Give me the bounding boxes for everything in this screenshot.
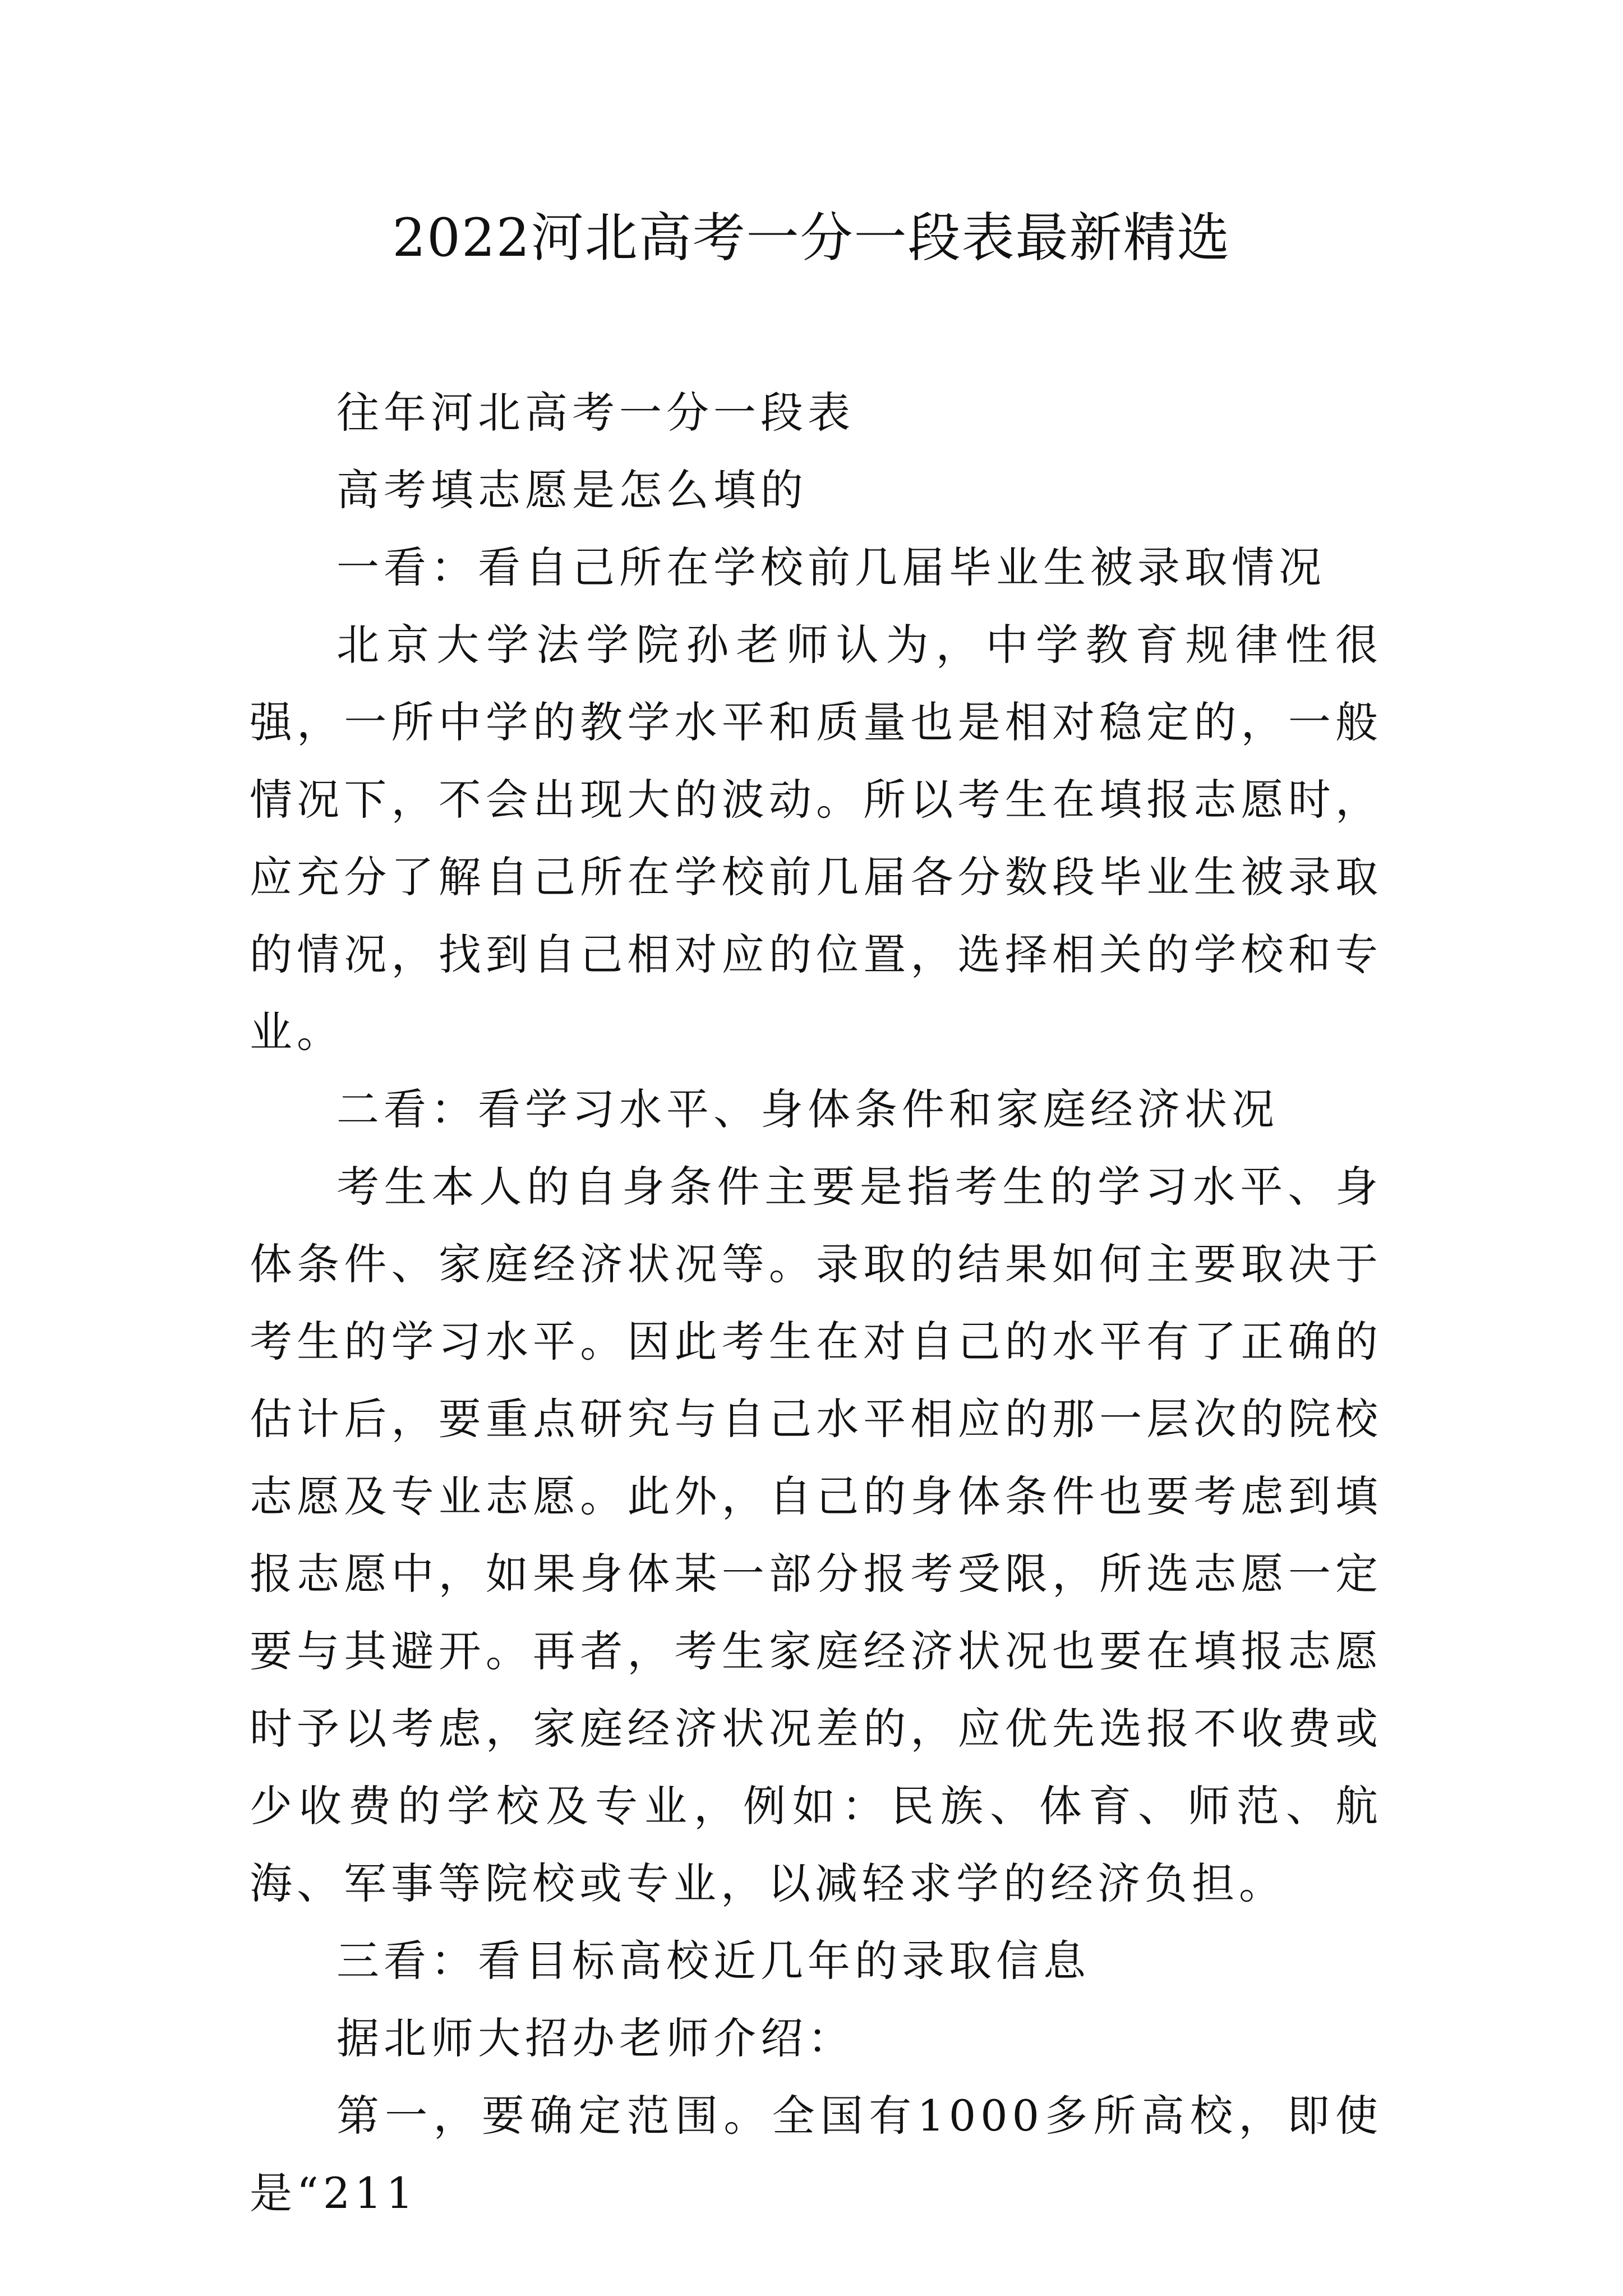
paragraph-bnu-intro: 据北师大招办老师介绍： xyxy=(336,2013,855,2063)
document-body xyxy=(250,374,1382,2232)
paragraph-second-look-body: 考生本人的自身条件主要是指考生的学习水平、身体条件、家庭经济状况等。录取的结果如何主要取决于考生的学习水平。因此考生在对自己的水平有了正确的估计后，要重点研究与自己水平相应的那一层次的院校志愿及专业志愿。此外，自己的身体条件也要考虑到填报志愿中，如果身体某一部分报考受限，所选志愿一定要与其避开。再者，考生家庭经济状况也要在填报志愿时予以考虑，家庭经济状况差的，应优先选报不收费或少收费的学校及专业，例如：民族、体育、师范、航海、军事等院校或专业，以减轻求学的经济负担。 xyxy=(250,1162,1382,1908)
paragraph-heading-how-to-fill: 高考填志愿是怎么填的 xyxy=(336,465,808,515)
paragraph-first-look-body: 北京大学法学院孙老师认为，中学教育规律性很强，一所中学的教学水平和质量也是相对稳定的，一般情况下，不会出现大的波动。所以考生在填报志愿时，应充分了解自己所在学校前几届各分数段毕业生被录取的情况，找到自己相对应的位置，选择相关的学校和专业。 xyxy=(250,620,1382,1057)
paragraph-heading-past-table: 往年河北高考一分一段表 xyxy=(336,388,855,438)
paragraph-heading-second-look: 二看：看学习水平、身体条件和家庭经济状况 xyxy=(336,1084,1279,1134)
paragraph-heading-first-look: 一看：看自己所在学校前几届毕业生被录取情况 xyxy=(336,542,1326,592)
paragraph-heading-third-look: 三看：看目标高校近几年的录取信息 xyxy=(336,1936,1090,1986)
paragraph-first-point: 第一，要确定范围。全国有1000多所高校，即使是“211 xyxy=(250,2091,1382,2218)
document-title: 2022河北高考一分一段表最新精选 xyxy=(392,208,1231,269)
